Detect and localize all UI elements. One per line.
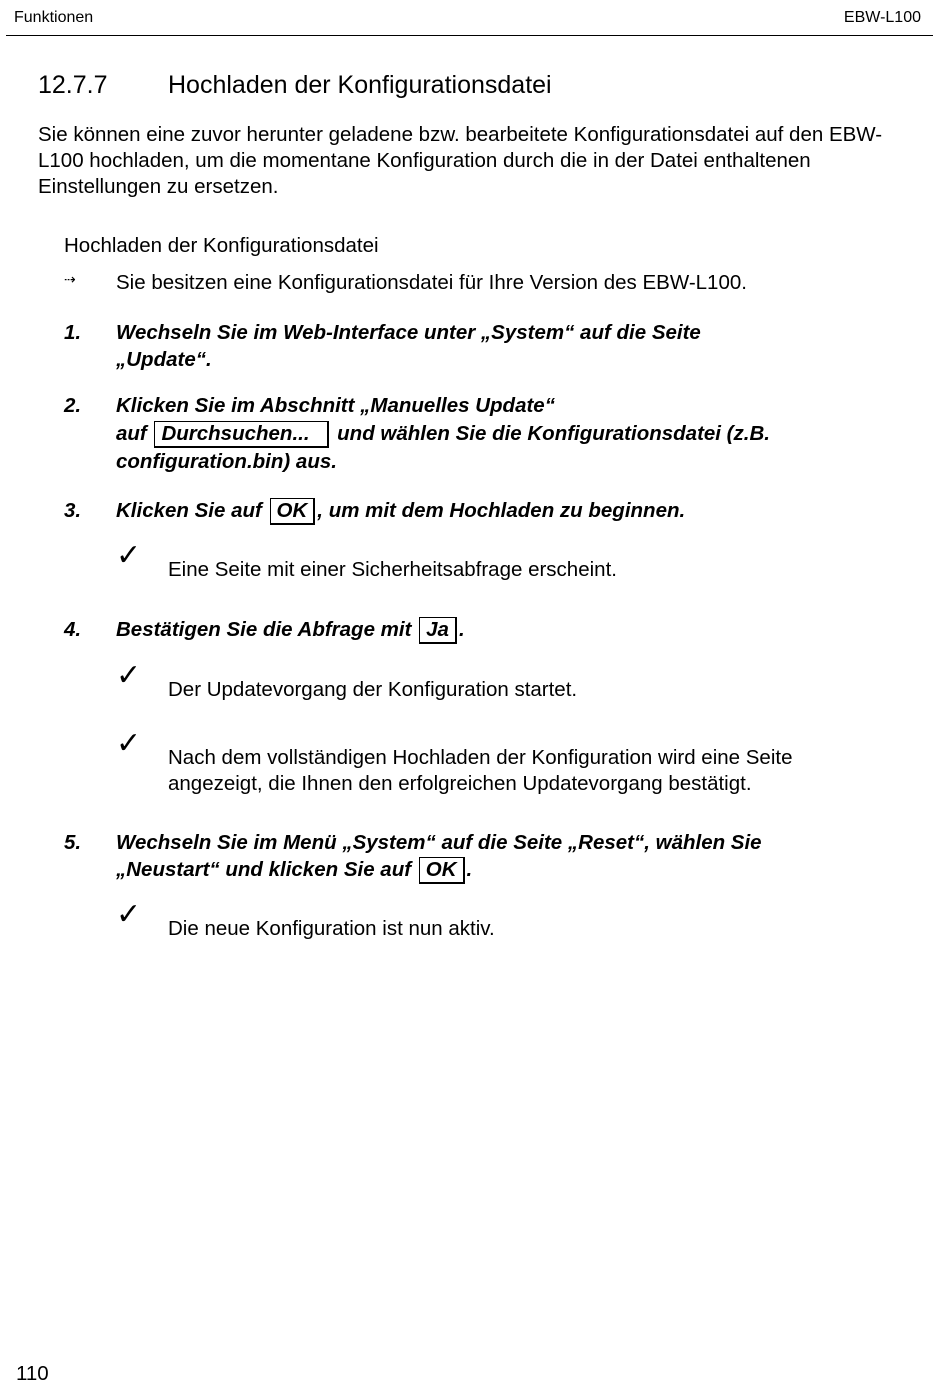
page-number: 110	[16, 1362, 49, 1385]
step-text: configuration.bin) aus.	[116, 450, 337, 473]
step-text: Bestätigen Sie die Abfrage mit	[116, 618, 412, 641]
header-chapter: Funktionen	[14, 9, 94, 26]
step-number: 5.	[64, 831, 82, 854]
step-number: 4.	[64, 618, 82, 641]
page-header	[6, 9, 933, 36]
step-text: Klicken Sie auf	[116, 499, 262, 522]
result-text: Die neue Konfiguration ist nun aktiv.	[168, 917, 495, 940]
result-text: Der Updatevorgang der Konfiguration startet.	[168, 678, 578, 701]
step-text: und wählen Sie die Konfigurationsdatei (z.B.	[337, 422, 770, 445]
step-text: Wechseln Sie im Web-Interface unter „System“ auf die Seite	[116, 321, 701, 344]
step-text: „Update“.	[116, 348, 212, 371]
arrow-icon: ⇢	[64, 271, 74, 287]
check-icon: ✓	[116, 897, 142, 932]
section-number: 12.7.7	[38, 71, 108, 99]
check-icon: ✓	[116, 658, 142, 693]
prerequisite-text: Sie besitzen eine Konfigurationsdatei für Ihre Version des EBW-L100.	[116, 271, 747, 294]
ok-button[interactable]: OK	[270, 498, 316, 525]
step-text: „Neustart“ und klicken Sie auf	[116, 858, 412, 881]
step-text: .	[466, 858, 473, 881]
step-text: Wechseln Sie im Menü „System“ auf die Seite „Reset“, wählen Sie	[116, 831, 762, 854]
result-text: Eine Seite mit einer Sicherheitsabfrage erscheint.	[168, 558, 617, 581]
intro-paragraph: Sie können eine zuvor herunter geladene bzw. bearbeitete Konfigurationsdatei auf den EBW-L100 hochladen, um die momentane Konfiguration durch die in der Datei enthaltenen Einstellungen zu ersetzen.	[38, 123, 883, 198]
yes-button[interactable]: Ja	[419, 617, 457, 644]
step-text: , um mit dem Hochladen zu beginnen.	[317, 499, 686, 522]
step-number: 2.	[64, 394, 82, 417]
ok-button[interactable]: OK	[419, 857, 465, 884]
section-title	[38, 71, 552, 100]
step-text: auf	[116, 422, 147, 445]
step-text: Klicken Sie im Abschnitt „Manuelles Update“	[116, 394, 555, 417]
step-number: 1.	[64, 321, 82, 344]
subheading: Hochladen der Konfigurationsdatei	[64, 234, 379, 257]
header-product: EBW-L100	[843, 9, 921, 26]
browse-button[interactable]: Durchsuchen...	[154, 421, 329, 448]
result-text: Nach dem vollständigen Hochladen der Konfiguration wird eine Seite angezeigt, die Ihnen den erfolgreichen Updatevorgang bestätigt.	[168, 746, 793, 795]
check-icon: ✓	[116, 726, 142, 761]
step-text: .	[458, 618, 465, 641]
section-heading: Hochladen der Konfigurationsdatei	[168, 71, 552, 99]
check-icon: ✓	[116, 538, 142, 573]
step-number: 3.	[64, 499, 82, 522]
